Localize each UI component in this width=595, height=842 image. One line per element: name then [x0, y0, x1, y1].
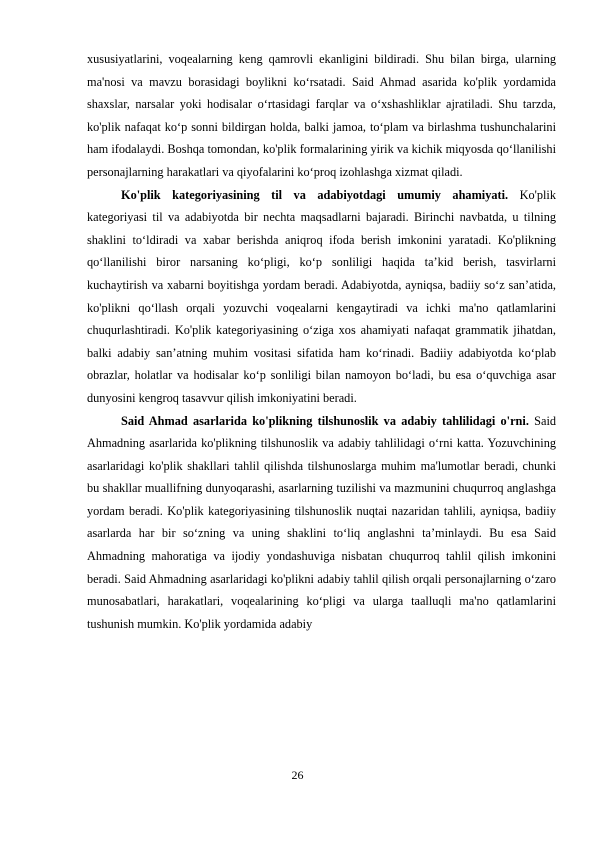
paragraph-3-text: Said Ahmadning asarlarida ko'plikning tilshunoslik va adabiy tahlilidagi o‘rni katta. Yozuvchining asarlaridagi ko'plik shakllari tahlil qilishda tilshunoslarga muhim ma'lumotlar beradi, chunki bu shakllar muallifning dunyoqarashi, asarlarning tuzilishi va mazmunini chuqurroq anglashga yordam beradi. Ko'plik kategoriyasining tilshunoslik nuqtai nazaridan tahlili, ayniqsa, badiiy asarlarda har bir so‘zning va uning shaklini to‘liq anglashni ta’minlaydi. Bu esa Said Ahmadning mahoratiga va ijodiy yondashuviga nisbatan chuqurroq tahlil qilish imkonini beradi. Said Ahmadning asarlaridagi ko'plikni adabiy tahlil qilish orqali personajlarning o‘zaro munosabatlari, harakatlari, voqealarining ko‘pligi va ularga taalluqli ma'no qatlamlarini tushunish mumkin. Ko'plik yordamida adabiy [87, 413, 557, 631]
paragraph-2-heading: Ko'plik kategoriyasining til va adabiyotdagi umumiy ahamiyati. [121, 187, 509, 202]
paragraph-2 [87, 184, 556, 410]
paragraph-2-text: Ko'plik kategoriyasi til va adabiyotda bir nechta maqsadlarni bajaradi. Birinchi navbatda, u tilning shaklini to‘ldiradi va xabar berishda aniqroq ifoda berish imkonini yaratadi. Ko'plikning qo‘llanilishi biror narsaning ko‘pligi, ko‘p sonliligi haqida ta’kid berish, tasvirlarni kuchaytirish va xabarni boyitishga yordam beradi. Adabiyotda, ayniqsa, badiiy so‘z san’atida, ko'plikni qo‘llash orqali yozuvchi voqealarni kengaytiradi va ichki ma'no qatlamlarini chuqurlashtiradi. Ko'plik kategoriyasining o‘ziga xos ahamiyati nafaqat grammatik jihatdan, balki adabiy san’atning muhim vositasi sifatida ham ko‘rinadi. Badiiy adabiyotda ko‘plab obrazlar, holatlar va hodisalar ko‘p sonliligi bilan namoyon bo‘ladi, bu esa o‘quvchiga asar dunyosini kengroq tasavvur qilish imkoniyatini beradi. [87, 187, 556, 405]
page-number: 26 [291, 768, 304, 782]
paragraph-1-text: xususiyatlarini, voqealarning keng qamrovli ekanligini bildiradi. Shu bilan birga, ularning ma'nosi va mavzu borasidagi boylikni ko‘rsatadi. Said Ahmad asarida ko'plik yordamida shaxslar, narsalar yoki hodisalar o‘rtasidagi farqlar va o‘xshashliklar ajratiladi. Shu tarzda, ko'plik nafaqat ko‘p sonni bildirgan holda, balki jamoa, to‘plam va birlashma tushunchalarini ham ifodalaydi. Boshqa tomondan, ko'plik formalarining yirik va kichik miqyosda qo‘llanilishi personajlarning harakatlari va qiyofalarini ko‘proq izohlashga xizmat qiladi. [87, 52, 556, 179]
paragraph-3-heading: Said Ahmad asarlarida ko'plikning tilshunoslik va adabiy tahlilidagi o'rni. [121, 413, 529, 428]
paragraph-1 [87, 48, 556, 184]
page-body [87, 48, 556, 635]
paragraph-3 [87, 410, 556, 636]
